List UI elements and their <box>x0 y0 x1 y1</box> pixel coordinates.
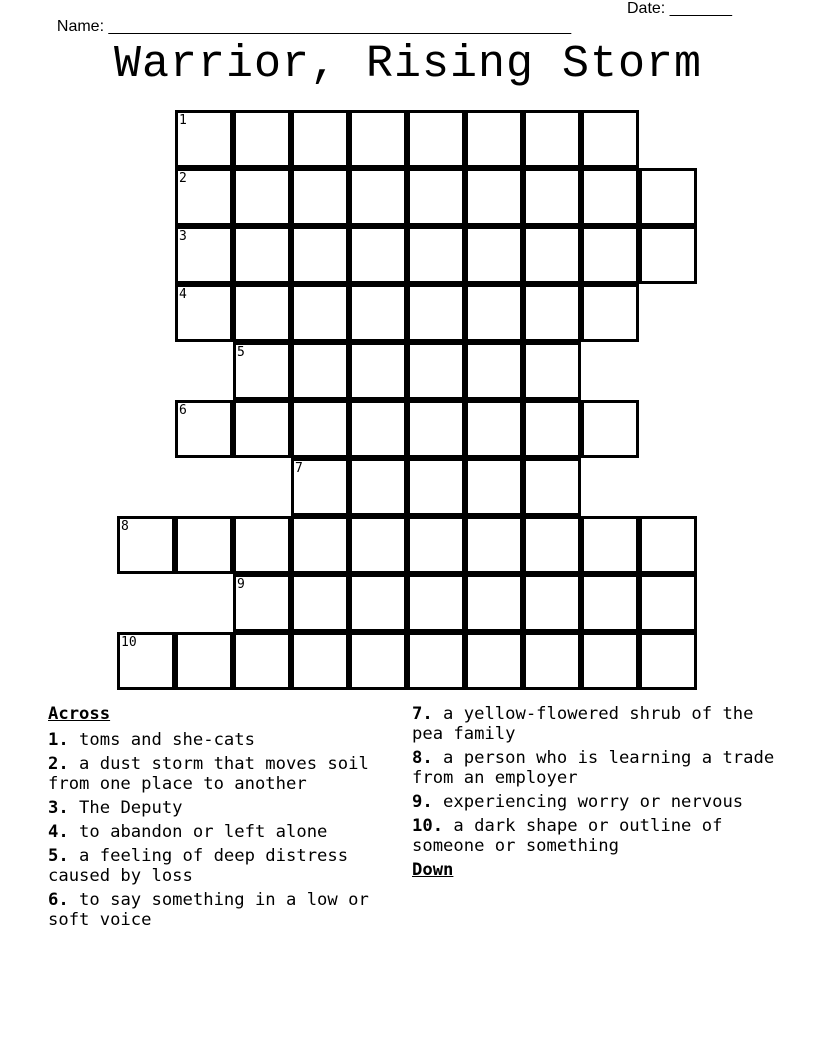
grid-cell[interactable] <box>581 400 639 458</box>
grid-cell[interactable] <box>465 574 523 632</box>
clue-number: 9. <box>412 792 433 812</box>
grid-cell[interactable] <box>291 458 349 516</box>
name-label: Name: ____________________________________________________ <box>56 18 572 35</box>
grid-cell[interactable] <box>465 168 523 226</box>
cell-number: 2 <box>179 171 187 186</box>
grid-cell[interactable] <box>407 458 465 516</box>
grid-cell[interactable] <box>639 226 697 284</box>
grid-cell[interactable] <box>581 226 639 284</box>
grid-cell[interactable] <box>291 632 349 690</box>
grid-cell[interactable] <box>175 168 233 226</box>
grid-cell[interactable] <box>175 632 233 690</box>
grid-cell[interactable] <box>175 226 233 284</box>
clue-number: 10. <box>412 816 444 836</box>
grid-cell[interactable] <box>291 226 349 284</box>
clue-text: The Deputy <box>68 798 183 818</box>
clue-text: a dust storm that moves soil from one place to another <box>48 754 369 794</box>
grid-cell[interactable] <box>233 400 291 458</box>
clue-text: experiencing worry or nervous <box>432 792 744 812</box>
grid-cell[interactable] <box>175 516 233 574</box>
grid-cell[interactable] <box>407 574 465 632</box>
cell-number: 7 <box>295 461 303 476</box>
cell-number: 4 <box>179 287 187 302</box>
grid-cell[interactable] <box>523 458 581 516</box>
grid-cell[interactable] <box>349 342 407 400</box>
grid-cell[interactable] <box>291 574 349 632</box>
grid-cell[interactable] <box>523 632 581 690</box>
grid-cell[interactable] <box>523 168 581 226</box>
grid-cell[interactable] <box>291 400 349 458</box>
grid-cell[interactable] <box>465 342 523 400</box>
grid-cell[interactable] <box>291 516 349 574</box>
grid-cell[interactable] <box>407 284 465 342</box>
grid-cell[interactable] <box>233 342 291 400</box>
clue-item <box>48 822 398 842</box>
clue-item <box>48 890 398 930</box>
grid-cell[interactable] <box>407 632 465 690</box>
grid-cell[interactable] <box>233 516 291 574</box>
grid-cell[interactable] <box>581 168 639 226</box>
grid-cell[interactable] <box>117 632 175 690</box>
grid-cell[interactable] <box>175 110 233 168</box>
clue-item <box>412 748 782 788</box>
grid-cell[interactable] <box>233 632 291 690</box>
across-clues <box>48 704 398 934</box>
clue-item <box>48 798 398 818</box>
clue-item <box>48 754 398 794</box>
clue-item <box>412 704 782 744</box>
clue-number: 4. <box>48 822 69 842</box>
date-label: Date: _______ <box>627 0 732 17</box>
clue-item <box>412 792 782 812</box>
clue-text: a feeling of deep distress caused by loss <box>48 846 349 886</box>
clue-number: 5. <box>48 846 69 866</box>
grid-cell[interactable] <box>465 226 523 284</box>
grid-cell[interactable] <box>233 284 291 342</box>
clue-number: 3. <box>48 798 69 818</box>
grid-cell[interactable] <box>233 226 291 284</box>
grid-cell[interactable] <box>639 632 697 690</box>
grid-cell[interactable] <box>407 226 465 284</box>
grid-cell[interactable] <box>407 516 465 574</box>
clue-number: 2. <box>48 754 69 774</box>
grid-cell[interactable] <box>465 284 523 342</box>
cell-number: 5 <box>237 345 245 360</box>
page-title: Warrior, Rising Storm <box>113 39 703 90</box>
grid-cell[interactable] <box>407 400 465 458</box>
grid-cell[interactable] <box>233 168 291 226</box>
grid-cell[interactable] <box>465 110 523 168</box>
grid-cell[interactable] <box>465 516 523 574</box>
clue-number: 1. <box>48 730 69 750</box>
grid-cell[interactable] <box>175 284 233 342</box>
grid-cell[interactable] <box>465 400 523 458</box>
cell-number: 3 <box>179 229 187 244</box>
grid-cell[interactable] <box>349 226 407 284</box>
grid-cell[interactable] <box>581 516 639 574</box>
grid-cell[interactable] <box>407 110 465 168</box>
clue-number: 7. <box>412 704 433 724</box>
grid-cell[interactable] <box>349 458 407 516</box>
clue-item <box>48 846 398 886</box>
grid-cell[interactable] <box>349 574 407 632</box>
cell-number: 10 <box>121 635 137 650</box>
grid-cell[interactable] <box>523 110 581 168</box>
clue-text: a dark shape or outline of someone or something <box>412 816 723 856</box>
grid-cell[interactable] <box>523 574 581 632</box>
grid-cell[interactable] <box>581 632 639 690</box>
clue-text: to say something in a low or soft voice <box>48 890 369 930</box>
grid-cell[interactable] <box>523 516 581 574</box>
clue-item <box>48 730 398 750</box>
clue-text: a yellow-flowered shrub of the pea family <box>412 704 754 744</box>
clue-text: to abandon or left alone <box>68 822 328 842</box>
right-clues <box>412 704 782 886</box>
grid-cell[interactable] <box>349 168 407 226</box>
grid-cell[interactable] <box>465 632 523 690</box>
across-heading: Across <box>48 704 111 724</box>
grid-cell[interactable] <box>233 110 291 168</box>
grid-cell[interactable] <box>233 574 291 632</box>
grid-cell[interactable] <box>523 226 581 284</box>
grid-cell[interactable] <box>523 400 581 458</box>
clue-item <box>412 816 782 856</box>
grid-cell[interactable] <box>639 168 697 226</box>
grid-cell[interactable] <box>407 342 465 400</box>
cell-number: 9 <box>237 577 245 592</box>
grid-cell[interactable] <box>291 168 349 226</box>
grid-cell[interactable] <box>349 632 407 690</box>
clue-text: toms and she-cats <box>68 730 255 750</box>
cell-number: 6 <box>179 403 187 418</box>
grid-cell[interactable] <box>349 284 407 342</box>
grid-cell[interactable] <box>349 400 407 458</box>
grid-cell[interactable] <box>117 516 175 574</box>
grid-cell[interactable] <box>349 110 407 168</box>
grid-cell[interactable] <box>291 110 349 168</box>
cell-number: 1 <box>179 113 187 128</box>
clue-number: 6. <box>48 890 69 910</box>
grid-cell[interactable] <box>581 574 639 632</box>
grid-cell[interactable] <box>523 342 581 400</box>
grid-cell[interactable] <box>639 574 697 632</box>
grid-cell[interactable] <box>581 110 639 168</box>
grid-cell[interactable] <box>407 168 465 226</box>
clue-text: a person who is learning a trade from an employer <box>412 748 775 788</box>
clue-number: 8. <box>412 748 433 768</box>
grid-cell[interactable] <box>523 284 581 342</box>
grid-cell[interactable] <box>465 458 523 516</box>
grid-cell[interactable] <box>581 284 639 342</box>
grid-cell[interactable] <box>175 400 233 458</box>
cell-number: 8 <box>121 519 129 534</box>
grid-cell[interactable] <box>291 342 349 400</box>
down-heading: Down <box>412 860 454 880</box>
grid-cell[interactable] <box>349 516 407 574</box>
grid-cell[interactable] <box>291 284 349 342</box>
grid-cell[interactable] <box>639 516 697 574</box>
